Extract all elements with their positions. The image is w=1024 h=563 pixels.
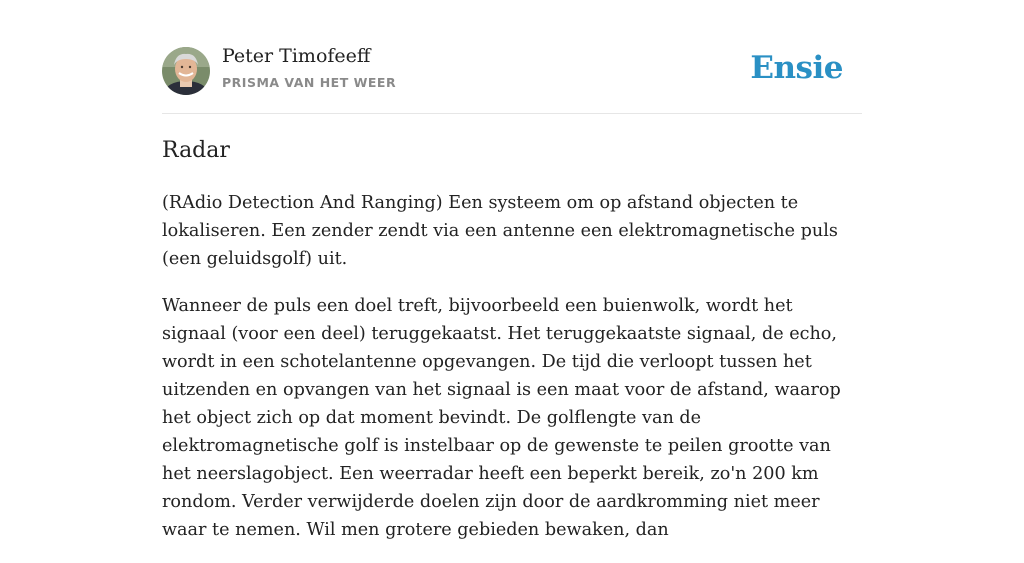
avatar-photo-icon	[162, 47, 210, 95]
article-header	[162, 0, 862, 114]
author-name[interactable]: Peter Timofeeff	[222, 45, 371, 67]
content-container	[162, 0, 862, 540]
article-title: Radar	[162, 138, 230, 163]
article-paragraph: Wanneer de puls een doel treft, bijvoorbeeld een buienwolk, wordt het signaal (voor een deel) teruggekaatst. Het teruggekaatste signaal, de echo, wordt in een schotelantenne opgevangen. De tijd die verloopt tussen het uitzenden en opvangen van het signaal is een maat voor de afstand, waarop het object zich op dat moment bevindt. De golflengte van de elektromagnetische golf is instelbaar op de gewenste te peilen grootte van het neerslagobject. Een weerradar heeft een beperkt bereik, zo'n 200 km rondom. Verder verwijderde doelen zijn door de aardkromming niet meer waar te nemen. Wil men grotere gebieden bewaken, dan	[162, 296, 841, 540]
article-body	[162, 189, 862, 563]
author-subtitle[interactable]: PRISMA VAN HET WEER	[222, 75, 397, 90]
article-paragraph: (RAdio Detection And Ranging) Een systeem om op afstand objecten te lokaliseren. Een zender zendt via een antenne een elektromagnetische puls (een geluidsgolf) uit.	[162, 193, 838, 269]
author-avatar[interactable]	[162, 47, 210, 95]
brand-logo[interactable]: Ensie	[750, 50, 843, 86]
